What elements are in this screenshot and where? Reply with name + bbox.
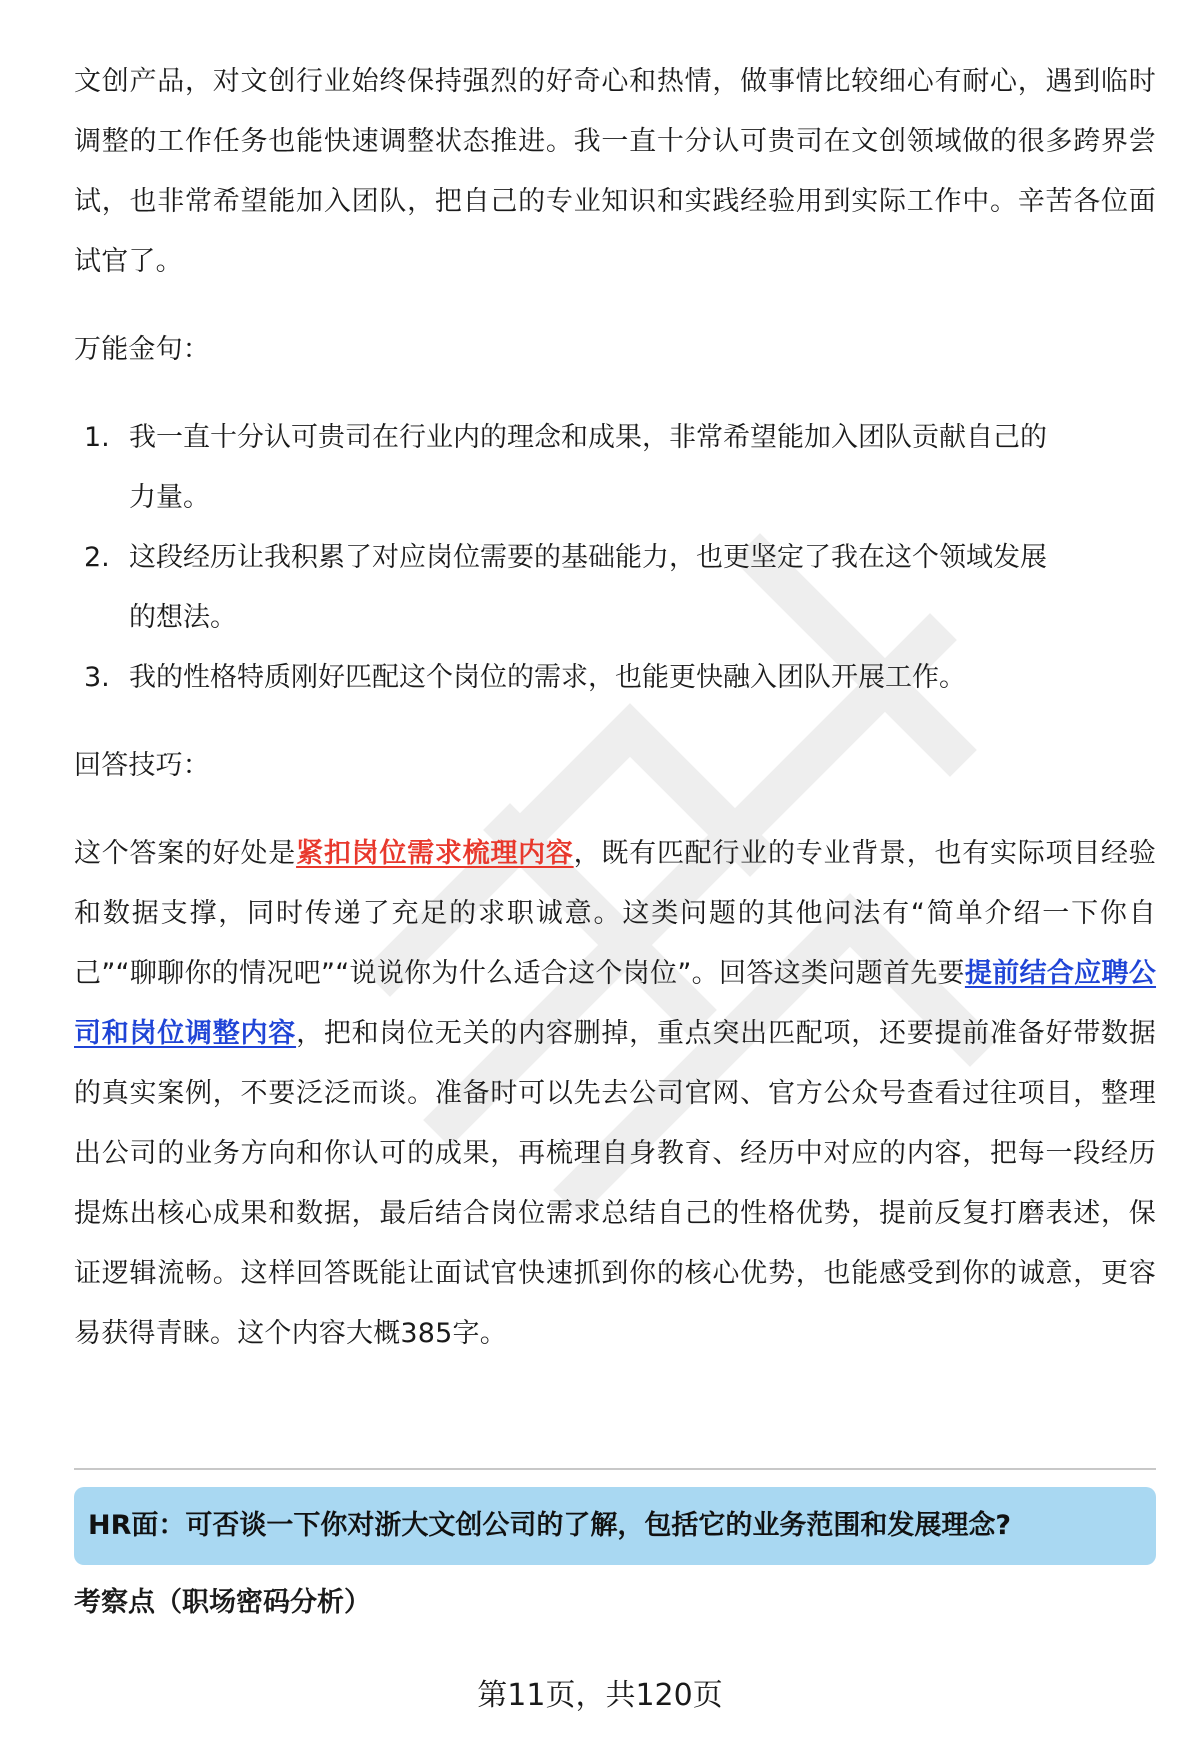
main-content	[74, 52, 1156, 1364]
list-number: 1.	[84, 422, 110, 453]
highlight-blue: 提前结合应聘公司和岗位调整内容	[74, 958, 1157, 1049]
golden-sentences-list	[74, 408, 1156, 708]
golden-sentences-heading: 万能金句：	[74, 334, 210, 365]
list-text: 我的性格特质刚好匹配这个岗位的需求，也能更快融入团队开展工作。	[129, 662, 966, 693]
list-item	[74, 528, 1156, 648]
list-item	[74, 408, 1156, 528]
list-text-cont: 的想法。	[129, 602, 237, 633]
tips-text-3: ，把和岗位无关的内容删掉，重点突出匹配项，还要提前准备好带数据的真实案例，不要泛泛而谈。准备时可以先去公司官网、官方公众号查看过往项目，整理出公司的业务方向和你认可的成果，再梳理自身教育、经历中对应的内容，把每一段经历提炼出核心成果和数据，最后结合岗位需求总结自己的性格优势，提前反复打磨表述，保证逻辑流畅。这样回答既能让面试官快速抓到你的核心优势，也能感受到你的诚意，更容易获得青睐。这个内容大概385字。	[74, 1018, 1156, 1349]
page-footer: 第11页，共120页	[477, 1678, 723, 1713]
list-text: 我一直十分认可贵司在行业内的理念和成果，非常希望能加入团队贡献自己的	[129, 422, 1047, 453]
list-text-cont: 力量。	[129, 482, 210, 513]
list-number: 3.	[84, 662, 110, 693]
answer-tips-heading: 回答技巧：	[74, 750, 210, 781]
list-number: 2.	[84, 542, 110, 573]
section-title: 考察点（职场密码分析）	[74, 1587, 371, 1618]
intro-paragraph: 文创产品，对文创行业始终保持强烈的好奇心和热情，做事情比较细心有耐心，遇到临时调整的工作任务也能快速调整状态推进。我一直十分认可贵司在文创领域做的很多跨界尝试，也非常希望能加入团队，把自己的专业知识和实践经验用到实际工作中。辛苦各位面试官了。	[74, 66, 1156, 277]
highlight-red: 紧扣岗位需求梳理内容	[296, 838, 574, 869]
tips-text-2: ，既有匹配行业的专业背景，也有实际项目经验和数据支撑，同时传递了充足的求职诚意。这类问题的其他问法有“简单介绍一下你自己”“聊聊你的情况吧”“说说你为什么适合这个岗位”。回答这类问题首先要	[74, 838, 1156, 989]
list-text: 这段经历让我积累了对应岗位需要的基础能力，也更坚定了我在这个领域发展	[129, 542, 1047, 573]
section-divider	[74, 1468, 1156, 1470]
question-box: HR面：可否谈一下你对浙大文创公司的了解，包括它的业务范围和发展理念?	[74, 1487, 1156, 1565]
answer-tips-paragraph	[74, 824, 1156, 1364]
tips-text-1: 这个答案的好处是	[74, 838, 297, 869]
list-item	[74, 648, 1156, 708]
